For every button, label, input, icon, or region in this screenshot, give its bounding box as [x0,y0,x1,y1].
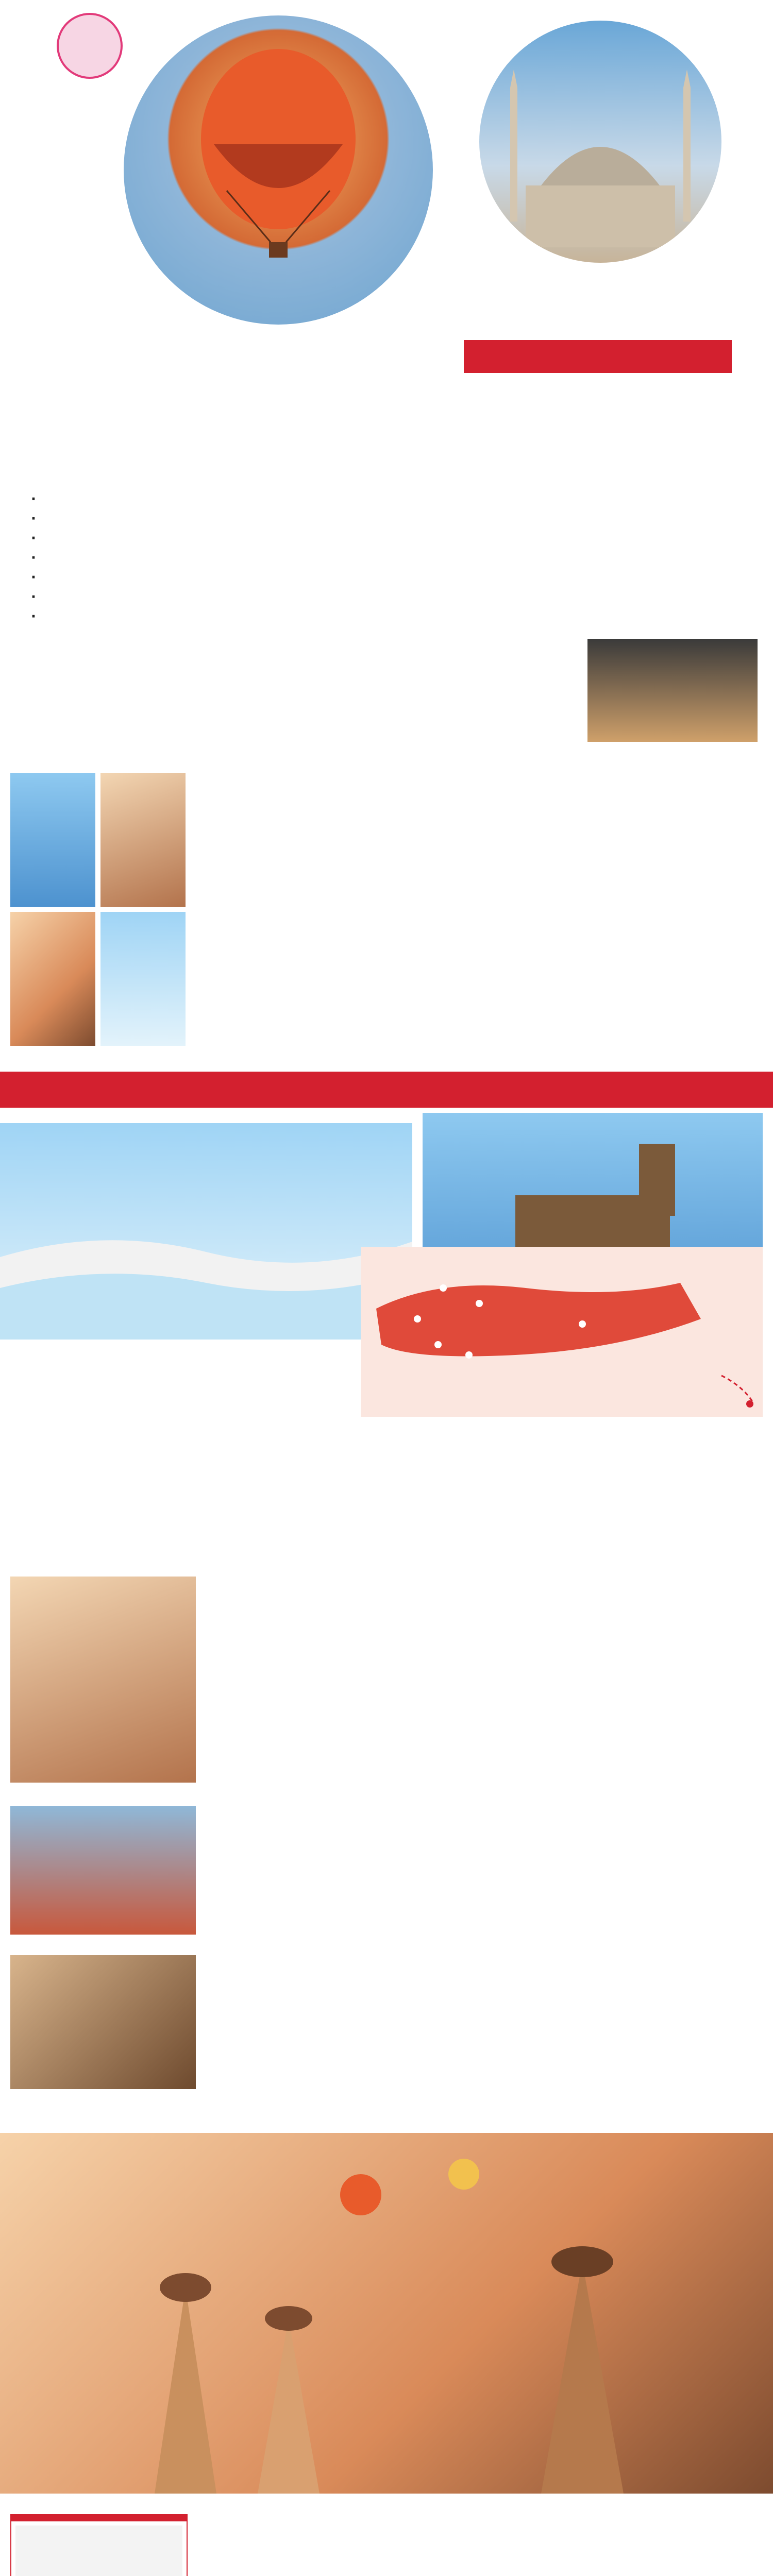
terraces-icon [0,1123,412,1340]
fairy-chimney-icon [0,2133,773,2494]
bullet-item: · [31,570,36,585]
route-map [361,1247,763,1417]
hero-subtitle [464,340,732,373]
sidebar-title [11,2515,187,2521]
website-note [15,1110,22,1120]
landmark-photo-stack [10,773,186,1046]
bullet-item: · [31,609,36,624]
sirince-photo [10,1806,196,1935]
turkey-map-icon [361,1247,763,1417]
underground-city-photo [10,1955,196,2089]
bullet-item: · [31,589,36,605]
pamukkale-photo [100,912,186,1046]
hot-air-balloon-icon [124,15,433,325]
hagia-sophia-photo [10,773,95,907]
cappadocia-photo [0,2133,773,2494]
bullet-item: · [31,550,36,566]
intro-bullets [31,489,484,626]
pamukkale-terraces-photo [0,1123,412,1340]
brand-logo [15,13,144,116]
bullet-item: · [31,531,36,546]
flight-info-box [15,2526,182,2576]
palace-photo [10,912,95,1046]
bullet-item: · [31,511,36,527]
mascot-icon [57,13,123,79]
library-photo [10,1577,196,1783]
notes-sidebar [10,2514,188,2576]
hero-section [0,0,773,464]
ruins-photo [100,773,186,907]
contact-bar [0,1072,773,1108]
mosque-photo [479,21,721,263]
mosque-icon [479,21,721,263]
balloon-photo [124,15,433,325]
ice-cream-photo [587,639,758,742]
hero-title-box [448,289,747,330]
bullet-item: · [31,492,36,507]
intro-section [21,443,484,732]
